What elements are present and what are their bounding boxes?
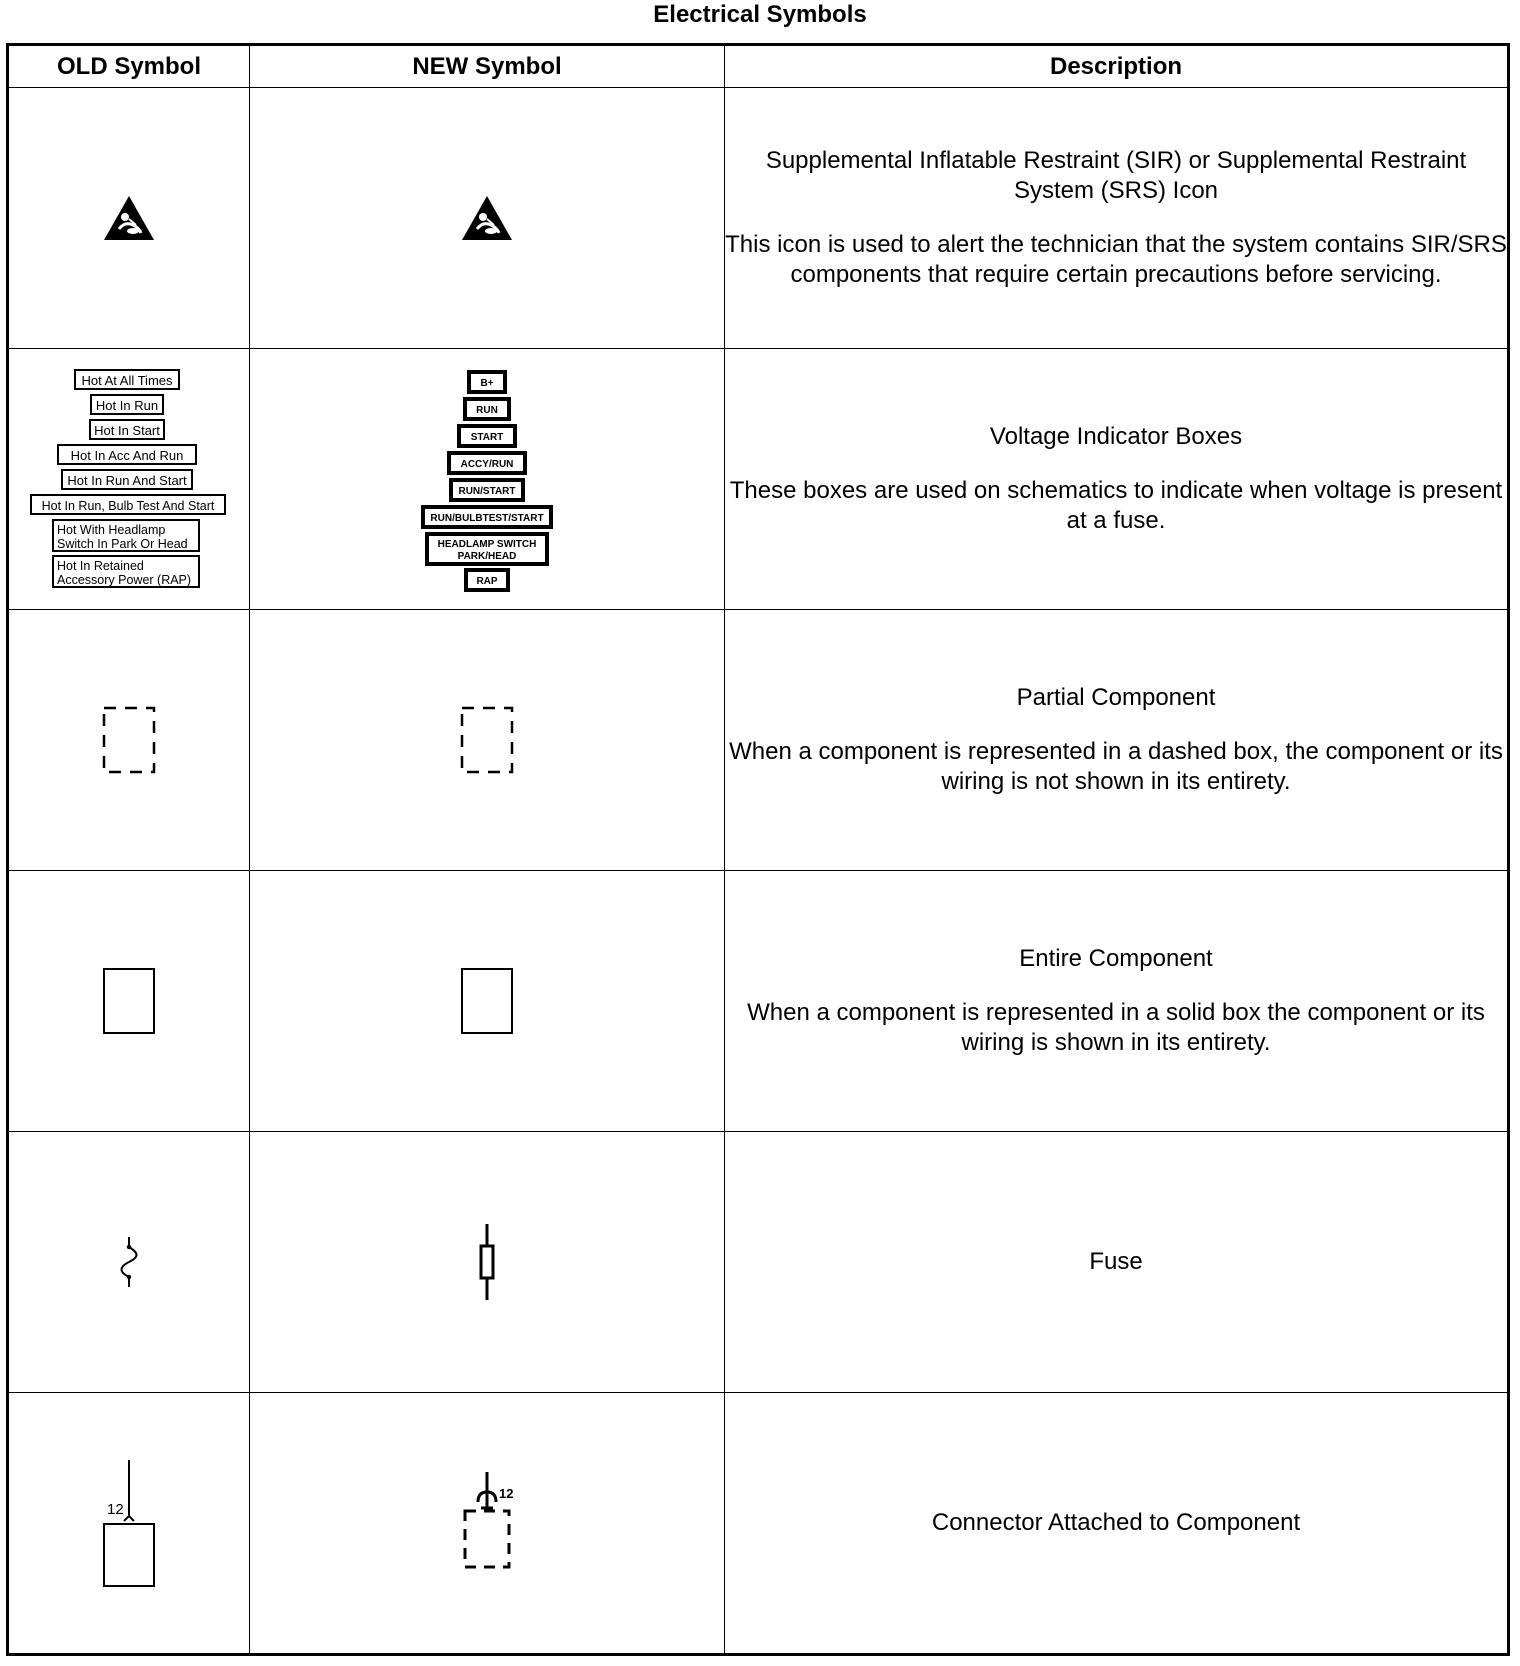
- sir-warning-triangle-icon: [103, 195, 155, 241]
- pin-number: 12: [499, 1486, 514, 1501]
- description-text: These boxes are used on schematics to indicate when voltage is present at a fuse.: [729, 477, 1503, 534]
- table-row: [8, 871, 1509, 1132]
- description-cell: [725, 88, 1509, 349]
- old-voltage-boxes: [29, 366, 229, 592]
- old-voltage-label: Hot In Run, Bulb Test And Start: [41, 499, 215, 513]
- solid-box-icon: [102, 967, 156, 1035]
- dashed-box-icon: [460, 706, 514, 774]
- table-row: [8, 88, 1509, 349]
- table-row: [8, 610, 1509, 871]
- old-symbol-cell: [8, 88, 250, 349]
- header-description: Description: [725, 45, 1509, 88]
- old-voltage-label: Hot With Headlamp: [57, 523, 166, 537]
- old-voltage-label: Hot At All Times: [81, 373, 173, 388]
- old-voltage-label: Accessory Power (RAP): [57, 573, 192, 587]
- page-title: Electrical Symbols: [653, 1, 867, 28]
- old-symbol-cell: [8, 610, 250, 871]
- old-voltage-label: Hot In Run: [95, 398, 159, 413]
- new-voltage-label: RUN/START: [458, 486, 516, 497]
- new-voltage-label: RAP: [476, 576, 498, 587]
- table-row: [8, 349, 1509, 610]
- new-voltage-label: PARK/HEAD: [457, 551, 517, 562]
- new-connector-icon: [447, 1470, 527, 1576]
- sir-warning-triangle-icon: [461, 195, 513, 241]
- description-cell: [725, 349, 1509, 610]
- header-row: [8, 45, 1509, 88]
- old-voltage-label: Hot In Acc And Run: [70, 448, 184, 463]
- table-row: [8, 1393, 1509, 1655]
- fuse-rectangle-icon: [475, 1223, 499, 1301]
- new-symbol-cell: [250, 610, 725, 871]
- solid-box-icon: [460, 967, 514, 1035]
- new-symbol-cell: [250, 349, 725, 610]
- pin-number: 12: [107, 1501, 124, 1518]
- new-voltage-label: HEADLAMP SWITCH: [437, 539, 537, 550]
- old-voltage-label: Hot In Start: [94, 423, 160, 438]
- description-cell: [725, 1132, 1509, 1393]
- description-heading: Entire Component: [1019, 945, 1213, 972]
- new-voltage-label: START: [470, 432, 504, 443]
- dashed-box-icon: [102, 706, 156, 774]
- description-heading: Partial Component: [1016, 684, 1216, 711]
- new-voltage-label: RUN: [476, 405, 498, 416]
- new-voltage-label: ACCY/RUN: [460, 459, 514, 470]
- new-symbol-cell: [250, 88, 725, 349]
- header-old-symbol: OLD Symbol: [8, 45, 250, 88]
- description-heading: Supplemental Inflatable Restraint (SIR) or Supplemental Restraint System (SRS) Icon: [765, 147, 1467, 204]
- new-voltage-label: RUN/BULBTEST/START: [430, 513, 544, 524]
- header-new-symbol: NEW Symbol: [250, 45, 725, 88]
- old-connector-icon: [89, 1458, 169, 1588]
- new-voltage-label: B+: [480, 378, 494, 389]
- old-symbol-cell: [8, 1132, 250, 1393]
- old-voltage-label: Switch In Park Or Head: [57, 537, 188, 551]
- old-symbol-cell: [8, 349, 250, 610]
- description-text: When a component is represented in a dashed box, the component or its wiring is not shown in its entirety.: [729, 738, 1503, 795]
- description-cell: [725, 871, 1509, 1132]
- description-heading: Voltage Indicator Boxes: [989, 423, 1243, 450]
- description-text: When a component is represented in a solid box the component or its wiring is shown in its entirety.: [747, 999, 1485, 1056]
- new-symbol-cell: [250, 1393, 725, 1655]
- old-voltage-label: Hot In Run And Start: [67, 473, 187, 488]
- symbols-table: [6, 43, 1510, 1656]
- description-text: This icon is used to alert the technician that the system contains SIR/SRS components that require certain precautions before servicing.: [725, 231, 1507, 288]
- description-cell: [725, 1393, 1509, 1655]
- old-symbol-cell: [8, 871, 250, 1132]
- description-heading: Fuse: [1089, 1248, 1143, 1275]
- description-cell: [725, 610, 1509, 871]
- old-voltage-label: Hot In Retained: [57, 559, 144, 573]
- old-symbol-cell: [8, 1393, 250, 1655]
- new-symbol-cell: [250, 871, 725, 1132]
- table-row: [8, 1132, 1509, 1393]
- new-voltage-boxes: [419, 366, 555, 592]
- fuse-curve-icon: [117, 1235, 141, 1289]
- new-symbol-cell: [250, 1132, 725, 1393]
- description-heading: Connector Attached to Component: [931, 1509, 1301, 1536]
